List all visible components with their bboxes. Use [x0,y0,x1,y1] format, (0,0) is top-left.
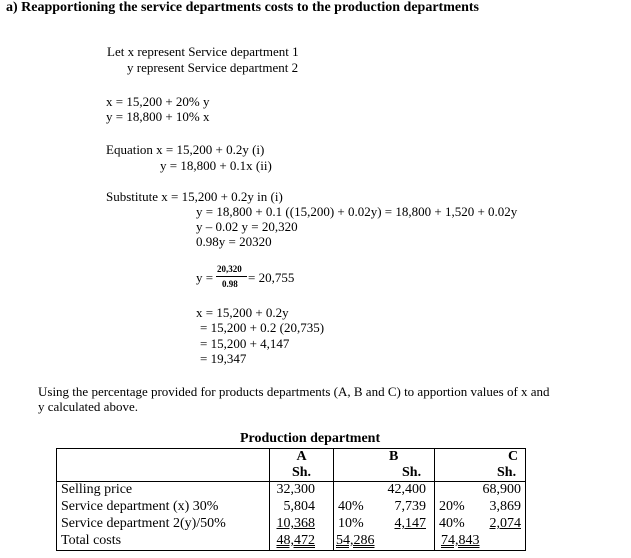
table-title: Production department [240,431,381,446]
table-cell-c: 3,869 [489,499,521,514]
table-bottom-border [56,550,526,551]
col-header-b: B [389,449,399,464]
equation-1: Equation x = 15,200 + 0.2y (i) [106,142,265,157]
table-cell-b: 54,286 [336,533,375,548]
col-header-a: A [296,449,307,464]
table-left-border [56,448,57,551]
table-cell-b-pct: 10% [338,516,364,531]
table-cell-c: 68,900 [482,482,521,497]
paragraph-line-1: Using the percentage provided for products departments (A, B and C) to apportion values of x and [38,384,550,399]
substitute-line-1: Substitute x = 15,200 + 0.2y in (i) [106,189,283,204]
table-cell-b: 4,147 [394,516,426,531]
table-cell-a: 10,368 [276,516,315,531]
table-col-divider-b [333,448,334,551]
x-calc-line-3: = 15,200 + 4,147 [200,336,290,351]
fraction-numerator: 20,320 [217,264,242,274]
table-row-label: Selling price [61,482,133,497]
substitute-line-2: y = 18,800 + 0.1 ((15,200) + 0.02y) = 18,800 + 1,520 + 0.02y [196,204,518,219]
currency-b: Sh. [402,465,422,480]
substitute-line-4: 0.98y = 20320 [196,234,272,249]
paragraph-line-2: y calculated above. [38,399,138,414]
fraction-result: = 20,755 [248,270,295,285]
table-cell-a: 48,472 [276,533,315,548]
fraction-lhs: y = [196,270,214,285]
fraction-denominator: 0.98 [222,279,238,289]
table-row-label: Total costs [61,533,122,548]
table-col-divider-c [434,448,435,551]
table-cell-c: 74,843 [441,533,480,548]
fraction-bar [216,276,247,277]
x-calc-line-2: = 15,200 + 0.2 (20,735) [200,320,325,335]
substitute-line-3: y – 0.02 y = 20,320 [196,219,298,234]
section-heading: a) Reapportioning the service departments costs to the production departments [6,0,479,15]
let-line-2: y represent Service department 2 [127,60,299,75]
equation-2: y = 18,800 + 0.1x (ii) [160,158,272,173]
currency-c: Sh. [497,465,517,480]
currency-a: Sh. [291,465,312,480]
let-line-1: Let x represent Service department 1 [107,44,299,59]
init-eq-2: y = 18,800 + 10% x [106,109,210,124]
table-cell-c-pct: 40% [439,516,465,531]
table-cell-a: 32,300 [276,482,315,497]
table-cell-b-pct: 40% [338,499,364,514]
table-right-border [525,448,526,551]
table-cell-b: 42,400 [387,482,426,497]
table-cell-c-pct: 20% [439,499,465,514]
table-cell-c: 2,074 [489,516,521,531]
x-calc-line-4: = 19,347 [200,351,247,366]
x-calc-line-1: x = 15,200 + 0.2y [196,305,289,320]
col-header-c: C [508,449,519,464]
table-row-label: Service department (x) 30% [61,499,219,514]
table-cell-b: 7,739 [394,499,426,514]
table-row-label: Service department 2(y)/50% [61,516,226,531]
table-cell-a: 5,804 [283,499,315,514]
init-eq-1: x = 15,200 + 20% y [106,94,210,109]
